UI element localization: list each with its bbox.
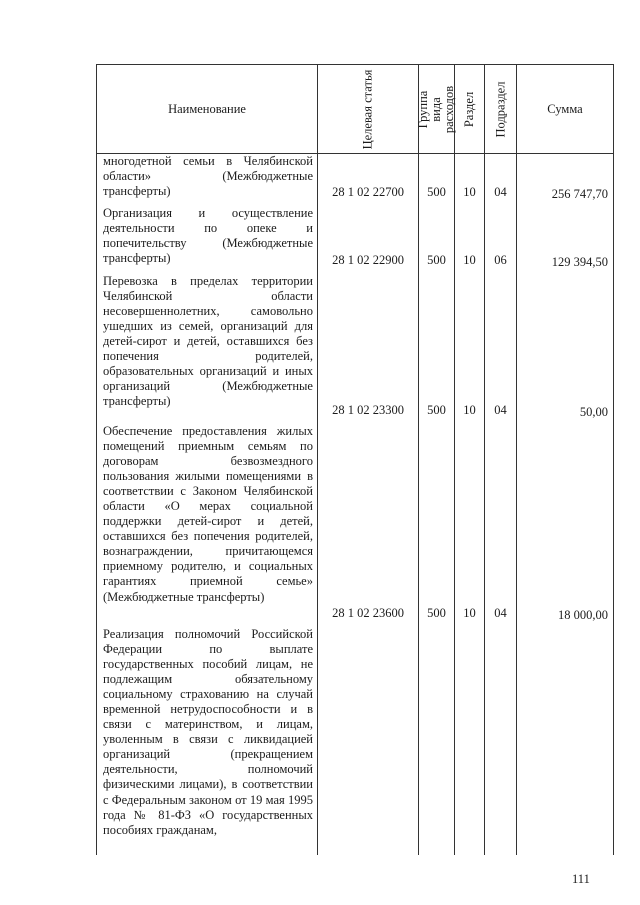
row-amount: 50,00 (517, 274, 614, 424)
row-subsection: 04 (485, 424, 517, 627)
row-name: Обеспечение предоставления жилых помещений приемным семьям по договорам безвозмездного пользования жилыми помещениями в соответствии с Законом Челябинской области «О мерах социальной поддержки детей-сирот и детей, оставшихся без попечения родителей, вознаграждении, причитающемся приемному родителю, и социальных гарантиях приемной семье» (Межбюджетные трансферты) (97, 424, 318, 627)
header-amount: Сумма (517, 65, 614, 154)
row-subsection (485, 627, 517, 855)
row-name: многодетной семьи в Челябинской области» (Межбюджетные трансферты) (97, 154, 318, 206)
row-section: 10 (455, 206, 485, 274)
row-subsection: 06 (485, 206, 517, 274)
row-name: Перевозка в пределах территории Челябинской области несовершеннолетних, самовольно ушедших из семей, организаций для детей-сирот и детей, оставшихся без попечения родителей, образовательных организаций и иных организаций (Межбюджетные трансферты) (97, 274, 318, 424)
row-target-article: 28 1 02 22700 (318, 154, 419, 206)
row-target-article: 28 1 02 22900 (318, 206, 419, 274)
row-subsection: 04 (485, 154, 517, 206)
budget-table (96, 64, 614, 855)
header-target-article: Целевая статья (318, 65, 419, 154)
table-header-row (97, 65, 614, 154)
table-row (97, 627, 614, 855)
row-amount (517, 627, 614, 855)
row-target-article: 28 1 02 23600 (318, 424, 419, 627)
row-amount: 18 000,00 (517, 424, 614, 627)
row-name: Реализация полномочий Российской Федерации по выплате государственных пособий лицам, не подлежащим обязательному социальному страхованию на случай временной нетрудоспособности и в связи с материнством, и лицам, уволенным в связи с ликвидацией организаций (прекращением деятельности, полномочий физическими лицами), в соответствии с Федеральным законом от 19 мая 1995 года № 81-ФЗ «О государственных пособиях гражданам, (97, 627, 318, 855)
row-section: 10 (455, 154, 485, 206)
row-section: 10 (455, 274, 485, 424)
row-expense-group: 500 (419, 274, 455, 424)
row-target-article (318, 627, 419, 855)
header-subsection: Подраздел (485, 65, 517, 154)
row-section (455, 627, 485, 855)
table-row (97, 424, 614, 627)
row-subsection: 04 (485, 274, 517, 424)
header-name: Наименование (97, 65, 318, 154)
row-expense-group (419, 627, 455, 855)
row-section: 10 (455, 424, 485, 627)
row-expense-group: 500 (419, 154, 455, 206)
header-section: Раздел (455, 65, 485, 154)
table-row (97, 274, 614, 424)
row-target-article: 28 1 02 23300 (318, 274, 419, 424)
page-number: 111 (572, 872, 590, 886)
row-expense-group: 500 (419, 424, 455, 627)
table-row (97, 154, 614, 206)
row-expense-group: 500 (419, 206, 455, 274)
header-expense-group: Группа вида расходов (419, 65, 455, 154)
row-amount: 129 394,50 (517, 206, 614, 274)
row-amount: 256 747,70 (517, 154, 614, 206)
table-row (97, 206, 614, 274)
row-name: Организация и осуществление деятельности по опеке и попечительству (Межбюджетные трансферты) (97, 206, 318, 274)
